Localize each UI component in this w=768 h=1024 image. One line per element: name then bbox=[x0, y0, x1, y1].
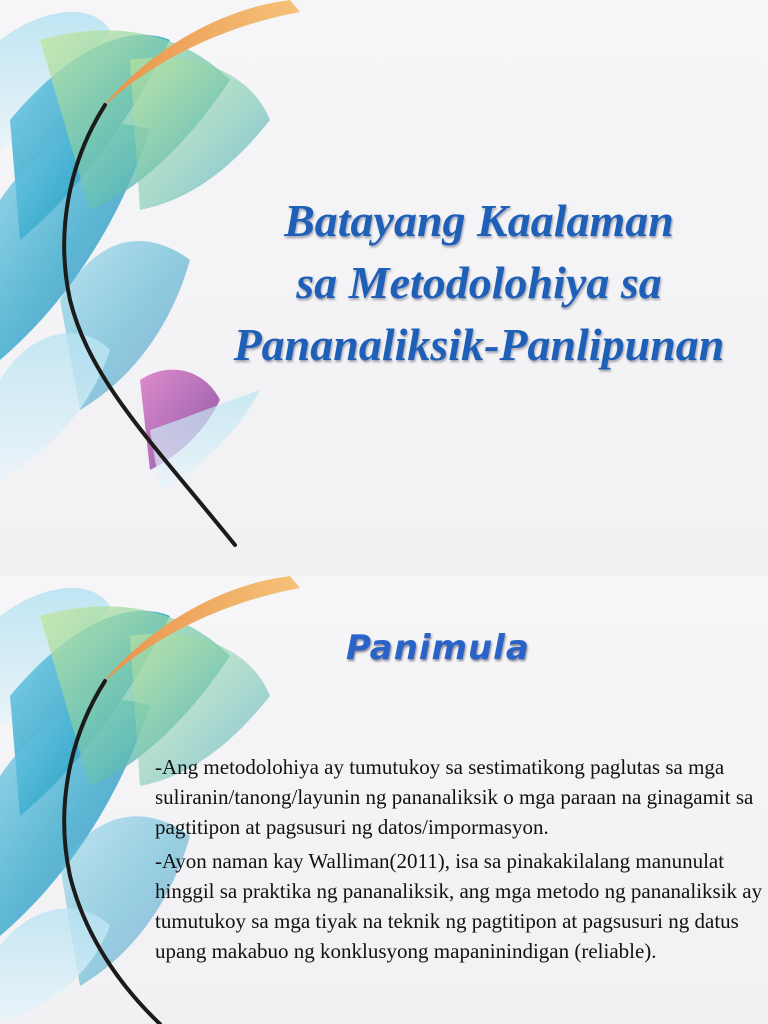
slide-introduction bbox=[0, 576, 768, 1024]
paragraph-definition: -Ang metodolohiya ay tumutukoy sa sestimatikong paglutas sa mga suliranin/tanong/layunin ng pananaliksik o mga paraan na ginagamit sa pagtitipon at pagsusuri ng datos/impormasyon. bbox=[155, 755, 754, 839]
title-line-3: Pananaliksik-Panlipunan bbox=[233, 319, 725, 370]
slide-title-text bbox=[190, 190, 768, 376]
slide-heading: Panimula bbox=[346, 628, 530, 668]
title-line-1: Batayang Kaalaman bbox=[284, 195, 674, 246]
slide-body bbox=[155, 752, 767, 970]
paragraph-walliman: -Ayon naman kay Walliman(2011), isa sa pinakakilalang manunulat hinggil sa praktika ng pananaliksik, ang mga metodo ng pananaliksik ay tumutukoy sa mga tiyak na teknik ng pagtitipon at pagsusuri ng datus upang makabuo ng konklusyong mapaninindigan (reliable). bbox=[155, 849, 763, 963]
title-line-2: sa Metodolohiya sa bbox=[296, 257, 662, 308]
